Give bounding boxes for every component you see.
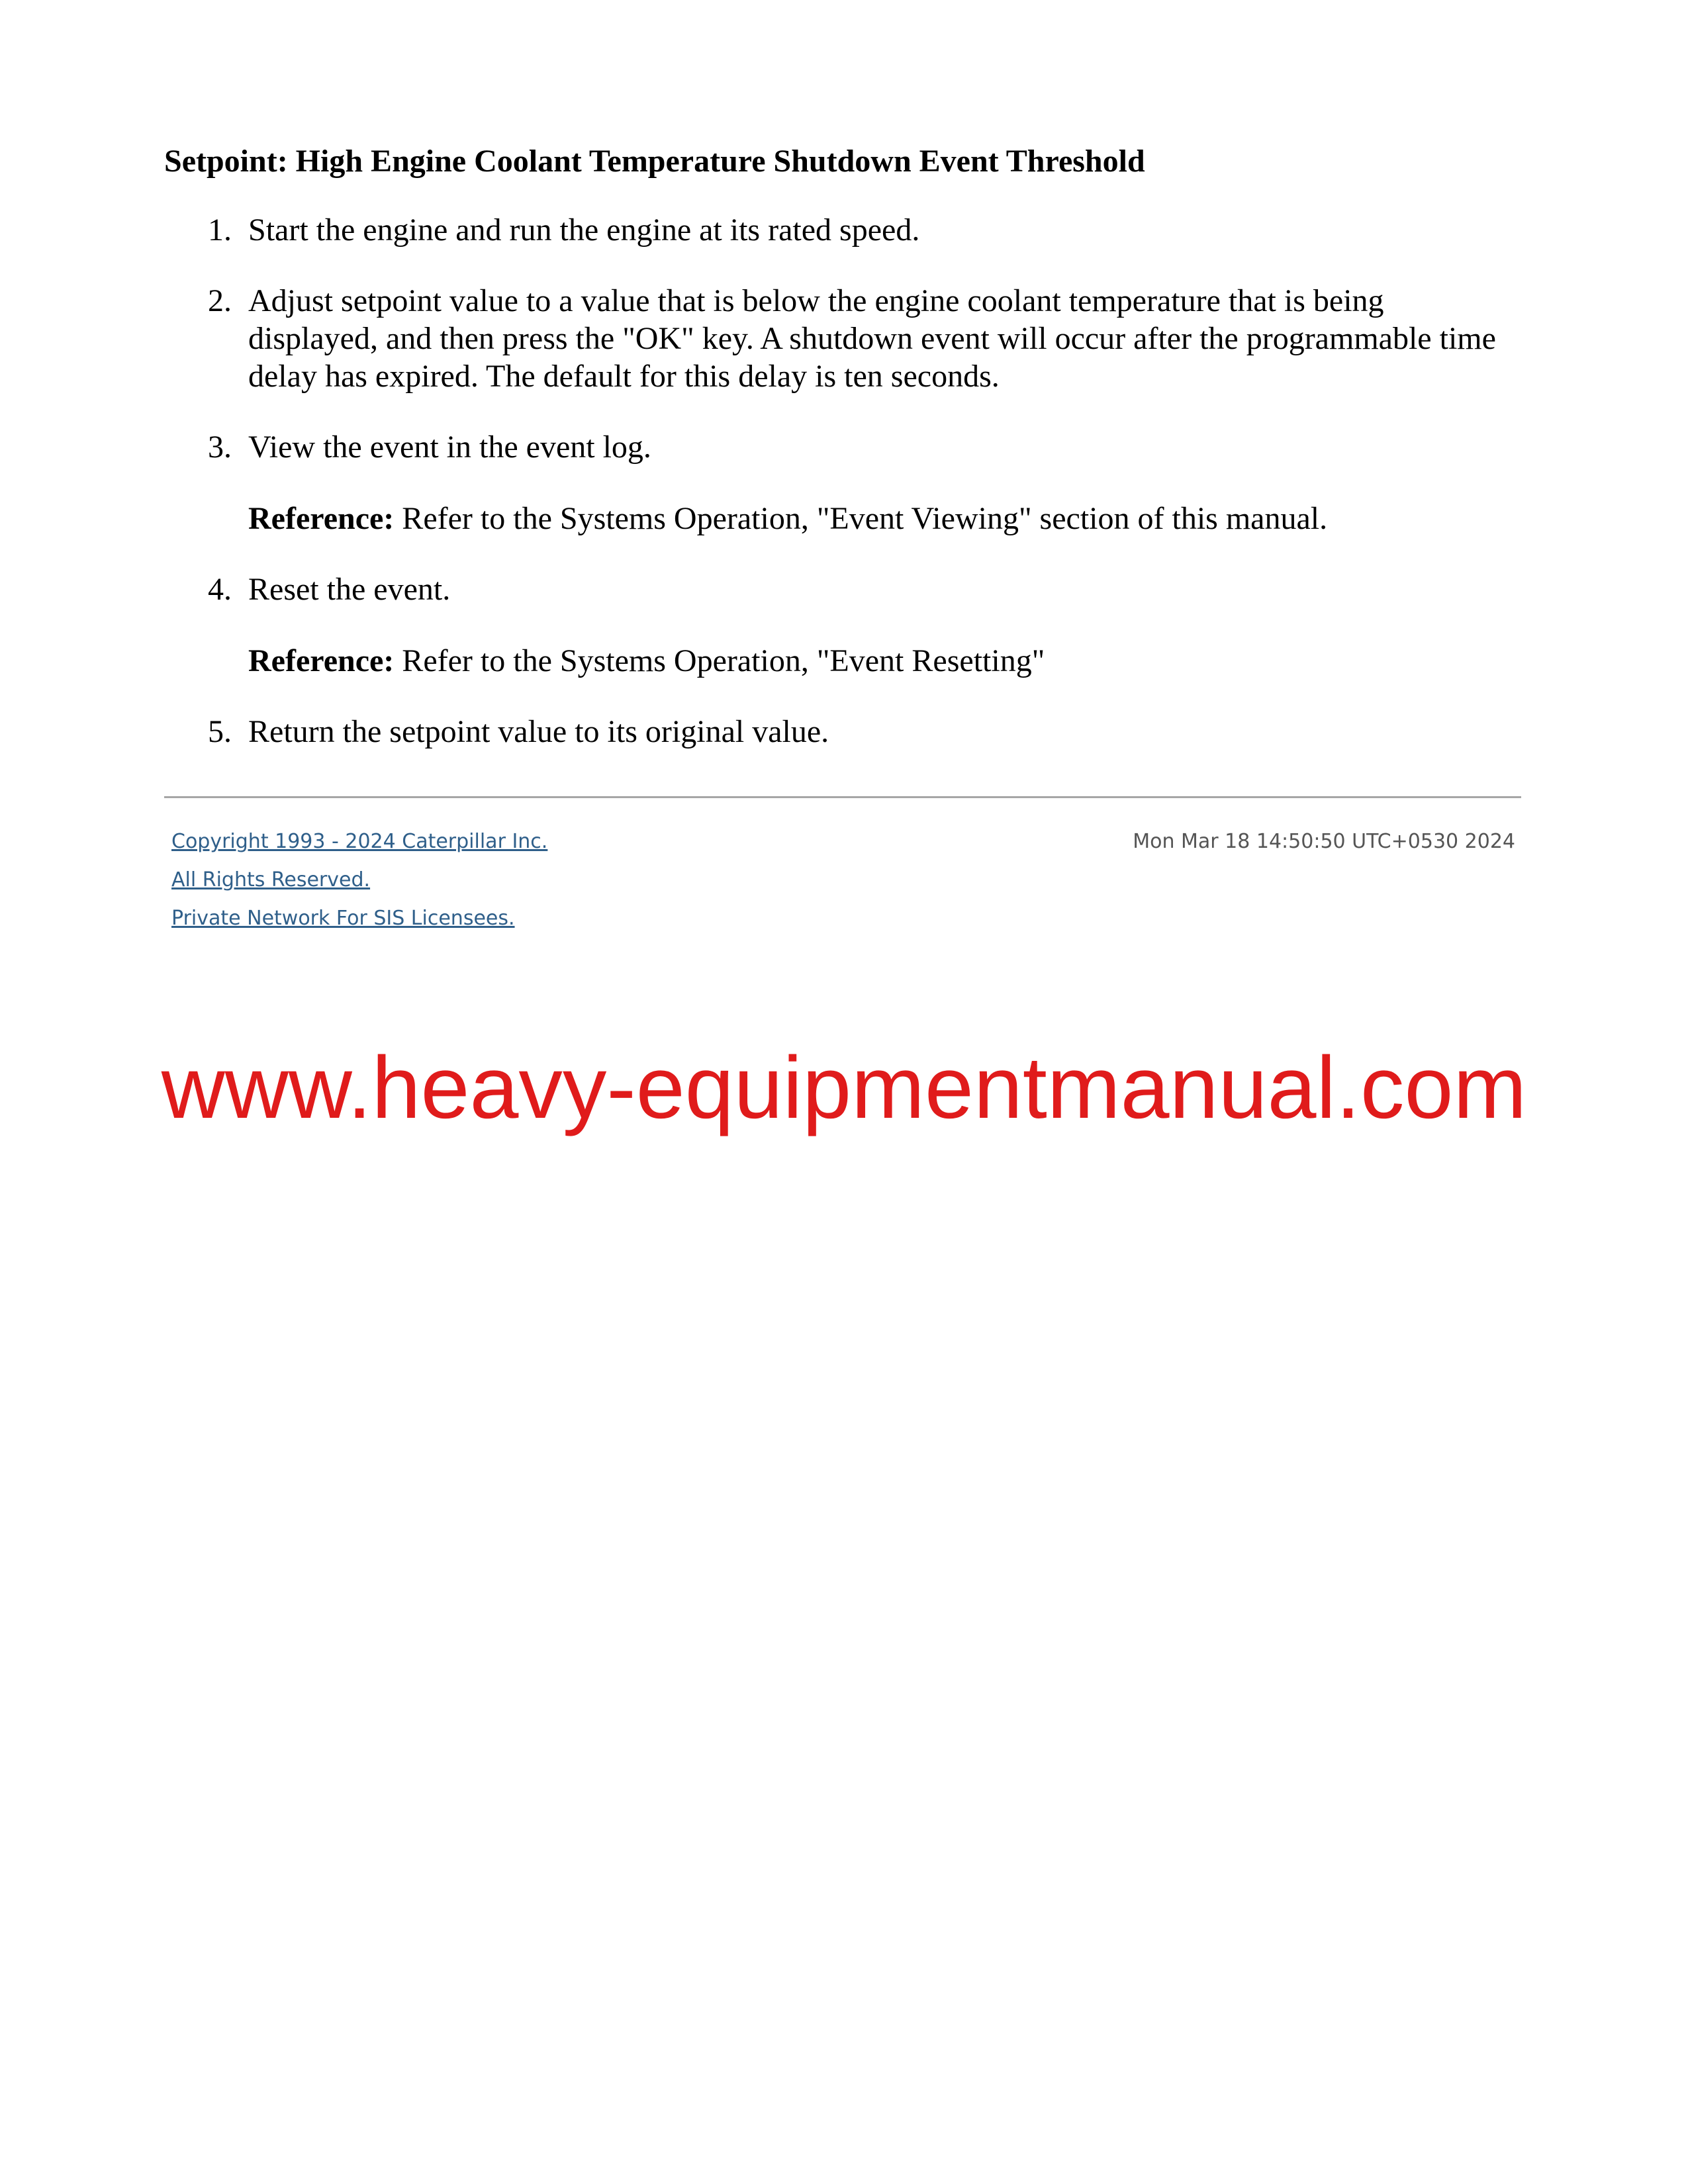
step-text: Return the setpoint value to its original value. xyxy=(248,713,829,749)
reference-note xyxy=(248,500,1521,537)
copyright-link[interactable]: Copyright 1993 - 2024 Caterpillar Inc. xyxy=(171,830,548,853)
reference-label: Reference: xyxy=(248,500,395,536)
section-title: Setpoint: High Engine Coolant Temperature Shutdown Event Threshold xyxy=(164,144,1145,179)
procedure-steps xyxy=(164,211,1521,751)
step-number: 3. xyxy=(208,429,232,465)
step-text: Adjust setpoint value to a value that is below the engine coolant temperature that is being displayed, and then press the "OK" key. A shutdown event will occur after the programmable time delay has expired. The default for this delay is ten seconds. xyxy=(248,283,1496,394)
step-number: 4. xyxy=(208,571,232,607)
watermark-url: www.heavy-equipmentmanual.com xyxy=(161,1039,1527,1137)
step-number: 1. xyxy=(208,212,232,248)
reference-text: Refer to the Systems Operation, "Event Viewing" section of this manual. xyxy=(394,500,1328,536)
step-text: Reset the event. xyxy=(248,571,451,607)
reference-note xyxy=(248,642,1521,680)
step-item-5 xyxy=(164,713,1521,751)
step-item-2 xyxy=(164,282,1521,395)
step-number: 5. xyxy=(208,713,232,749)
reference-label: Reference: xyxy=(248,643,395,678)
network-link[interactable]: Private Network For SIS Licensees. xyxy=(171,907,515,930)
footer-timestamp: Mon Mar 18 14:50:50 UTC+0530 2024 xyxy=(1133,830,1515,853)
document-body xyxy=(164,142,1521,784)
step-item-4 xyxy=(164,570,1521,680)
reference-text: Refer to the Systems Operation, "Event Resetting" xyxy=(394,643,1045,678)
step-text: Start the engine and run the engine at its rated speed. xyxy=(248,212,920,248)
step-item-3 xyxy=(164,428,1521,537)
footer-links xyxy=(171,829,547,944)
rights-link[interactable]: All Rights Reserved. xyxy=(171,868,371,891)
footer-divider xyxy=(164,796,1521,798)
step-text: View the event in the event log. xyxy=(248,429,651,465)
step-number: 2. xyxy=(208,283,232,318)
step-item-1 xyxy=(164,211,1521,249)
